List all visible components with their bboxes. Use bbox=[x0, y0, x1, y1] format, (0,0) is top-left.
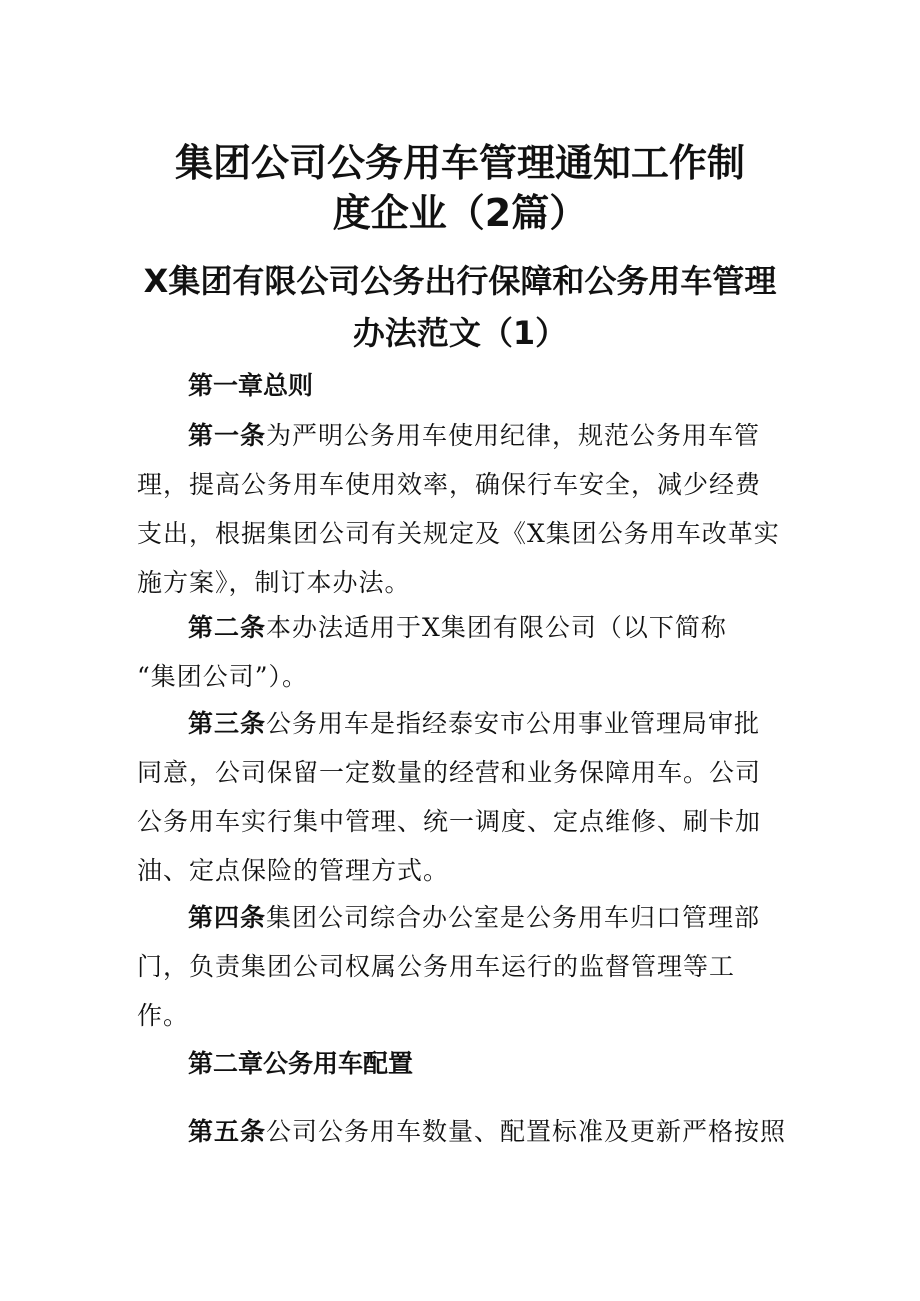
article-1-line-2: 理，提高公务用车使用效率，确保行车安全，减少经费 bbox=[137, 470, 762, 499]
article-3-line-3: 公务用车实行集中管理、统一调度、定点维修、刷卡加 bbox=[137, 807, 762, 836]
document-subtitle-line-2: 办法范文（1） bbox=[352, 314, 568, 352]
document-subtitle-line-1: X集团有限公司公务出行保障和公务用车管理 bbox=[143, 262, 777, 300]
document-title bbox=[110, 138, 810, 238]
article-2-line-2: “集团公司”）。 bbox=[137, 662, 309, 691]
article-3-line-4: 油、定点保险的管理方式。 bbox=[137, 856, 450, 885]
article-3-label: 第三条 bbox=[188, 709, 267, 738]
article-4-line-2: 门，负责集团公司权属公务用车运行的监督管理等工 bbox=[137, 952, 736, 981]
article-1-line-1 bbox=[137, 411, 789, 460]
article-3-text-1: 公务用车是指经泰安市公用事业管理局审批 bbox=[266, 709, 761, 738]
article-5-label: 第五条 bbox=[188, 1117, 267, 1146]
article-4-label: 第四条 bbox=[188, 903, 267, 932]
article-1 bbox=[137, 411, 789, 607]
document-subtitle bbox=[105, 255, 815, 359]
article-4 bbox=[137, 893, 789, 1040]
article-2-line-1 bbox=[137, 603, 789, 652]
article-3-line-2: 同意，公司保留一定数量的经营和业务保障用车。公司 bbox=[137, 758, 762, 787]
article-5 bbox=[137, 1107, 789, 1156]
article-1-label: 第一条 bbox=[188, 421, 267, 450]
article-2-label: 第二条 bbox=[188, 613, 267, 642]
document-title-line-2: 度企业（2篇） bbox=[332, 191, 588, 235]
article-1-text-1: 为严明公务用车使用纪律，规范公务用车管 bbox=[266, 421, 761, 450]
article-4-text-1: 集团公司综合办公室是公务用车归口管理部 bbox=[266, 903, 761, 932]
document-title-line-1: 集团公司公务用车管理通知工作制 bbox=[174, 141, 745, 185]
article-1-line-4: 施方案》，制订本办法。 bbox=[137, 568, 411, 597]
article-2 bbox=[137, 603, 789, 701]
article-2-text-1: 本办法适用于X集团有限公司（以下简称 bbox=[266, 613, 727, 642]
article-4-line-1 bbox=[137, 893, 789, 942]
article-5-text-1: 公司公务用车数量、配置标准及更新严格按照 bbox=[266, 1117, 787, 1146]
article-3 bbox=[137, 699, 789, 895]
chapter-heading-vehicle-configuration: 第二章公务用车配置 bbox=[188, 1049, 414, 1078]
article-4-line-3: 作。 bbox=[137, 1001, 190, 1030]
chapter-heading-general: 第一章总则 bbox=[188, 371, 314, 400]
article-5-line-1 bbox=[137, 1107, 789, 1156]
article-3-line-1 bbox=[137, 699, 789, 748]
article-1-line-3: 支出，根据集团公司有关规定及《X集团公务用车改革实 bbox=[137, 519, 780, 548]
